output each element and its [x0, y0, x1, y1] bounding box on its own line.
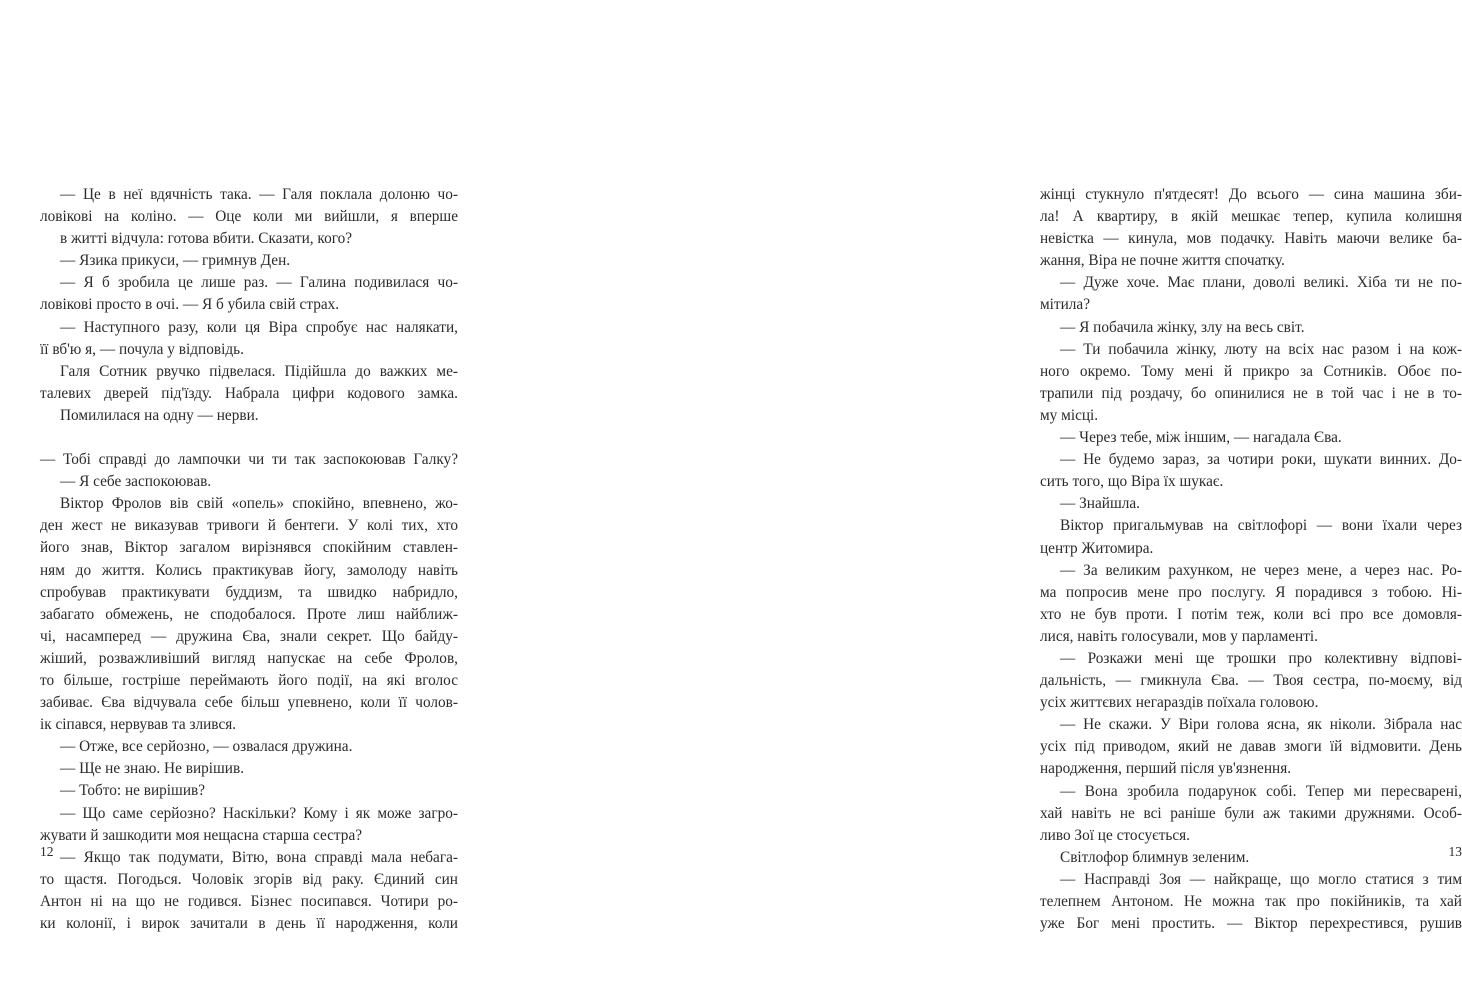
- text-line: — Якщо так подумати, Вітю, вона справді мала небага-: [60, 848, 458, 866]
- text-line: то більше, гостріше переймають його події, на які вголос: [40, 671, 458, 689]
- text-line: уже Бог мені простить. — Віктор перехрестився, рушив: [1040, 915, 1462, 933]
- text-line: — Через тебе, між іншим, — нагадала Єва.: [1060, 429, 1342, 447]
- text-line: трапили під роздачу, бо опинилися не в той час і не в то-: [1040, 384, 1462, 402]
- text-line: — Наступного разу, коли ця Віра спробує нас налякати,: [60, 318, 458, 336]
- text-line: — Я побачила жінку, злу на весь світ.: [1060, 318, 1305, 336]
- text-line: Антон ні на що не годився. Бізнес посипався. Чотири ро-: [40, 892, 458, 910]
- text-line: — Отже, все серйозно, — озвалася дружина.: [60, 738, 353, 756]
- text-line: хай навіть не всі раніше були аж такими дружнями. Особ-: [1040, 804, 1462, 822]
- text-line: невістка — кинула, мов подачку. Навіть маючи велике ба-: [1040, 230, 1462, 248]
- text-line: спробував практикувати буддизм, та швидко набридло,: [40, 583, 458, 601]
- text-line: Помилилася на одну — нерви.: [60, 406, 259, 424]
- text-line: забиває. Єва відчувала себе більш упевнено, коли її чолов-: [40, 694, 458, 712]
- text-line: — Тобі справді до лампочки чи ти так заспокоював Галку?: [40, 451, 458, 469]
- text-line: ного окремо. Тому мені й прикро за Сотників. Обоє по-: [1040, 362, 1462, 380]
- text-line: ловікові на коліно. — Оце коли ми вийшли, я вперше: [40, 208, 458, 226]
- text-line: жувати й зашкодити моя нещасна старша сестра?: [40, 826, 363, 844]
- text-line: ки колонії, і вирок зачитали в день її народження, коли: [40, 915, 458, 932]
- section-break: [40, 427, 458, 449]
- text-line: усіх під приводом, який не давав змоги їй відмовити. День: [1040, 738, 1462, 756]
- text-line: — Ти побачила жінку, люту на всіх нас разом і на кож-: [1060, 340, 1462, 358]
- text-line: мітила?: [1040, 296, 1091, 314]
- text-line: му місці.: [1040, 406, 1099, 424]
- text-line: хто не був проти. І потім теж, коли всі про все домовля-: [1040, 605, 1462, 623]
- text-line: — Що саме серйозно? Наскільки? Кому і як може загро-: [60, 804, 458, 822]
- text-line: забагато обмежень, не сподобалося. Проте лиш найближ-: [40, 605, 458, 623]
- text-line: жання, Віра не почне життя спочатку.: [1040, 252, 1285, 270]
- text-line: лися, навіть голосували, мов у парламенті.: [1040, 627, 1318, 645]
- right-page: [500, 0, 1462, 1000]
- text-line: — Ще не знаю. Не вирішив.: [60, 760, 245, 778]
- text-line: — Я б зробила це лише раз. — Галина подивилася чо-: [60, 274, 458, 292]
- text-line: — Язика прикуси, — гримнув Ден.: [60, 252, 291, 270]
- text-line: її вб'ю я, — почула у відповідь.: [40, 340, 244, 358]
- text-line: дальність, — гмикнула Єва. — Твоя сестра, по-моєму, від: [1040, 672, 1462, 690]
- text-line: Віктор Фролов вів свій «опель» спокійно, впевнено, жо-: [60, 495, 458, 513]
- text-line: телепнем Антоном. Не можна так про покійників, та хай: [1040, 893, 1462, 910]
- text-line: — Розкажи мені ще трошки про колективну відпові-: [1060, 649, 1462, 667]
- left-page-text: [40, 184, 458, 935]
- text-line: — Тобто: не вирішив?: [60, 782, 206, 800]
- text-line: — Знайшла.: [1060, 495, 1140, 513]
- text-line: в житті відчула: готова вбити. Сказати, кого?: [60, 230, 353, 248]
- text-line: ла! А квартиру, в якій мешкає тепер, купила колишня: [1040, 208, 1462, 226]
- text-line: — Не скажи. У Віри голова ясна, як ніколи. Зібрала нас: [1060, 716, 1462, 734]
- text-line: Віктор пригальмував на світлофорі — вони їхали через: [1060, 517, 1462, 535]
- text-line: його знав, Віктор загалом вирізнявся спокійним ставлен-: [40, 539, 458, 557]
- page-number: 13: [1448, 844, 1462, 859]
- text-line: ливо Зої це стосується.: [1040, 826, 1191, 844]
- text-line: талевих дверей під'їзду. Набрала цифри кодового замка.: [40, 384, 458, 402]
- text-line: жінці стукнуло п'ятдесят! До всього — сина машина зби-: [1040, 186, 1462, 203]
- text-line: ік сіпався, нервував та злився.: [40, 716, 237, 734]
- text-line: ден жест не виказував тривоги й бентеги. У колі тих, хто: [40, 517, 458, 535]
- text-line: жіший, розважливіший вигляд напускає на себе Фролов,: [40, 649, 458, 667]
- text-line: сить того, що Віра їх шукає.: [1040, 473, 1224, 491]
- text-line: ловікові просто в очі. — Я б убила свій страх.: [40, 296, 340, 314]
- text-line: — Дуже хоче. Має плани, доволі великі. Хіба ти не по-: [1060, 274, 1462, 292]
- left-page: [0, 0, 500, 1000]
- text-line: народження, перший після ув'язнення.: [1040, 760, 1292, 778]
- text-line: — Вона зробила подарунок собі. Тепер ми пересварені,: [1060, 782, 1462, 800]
- text-line: Галя Сотник рвучко підвелася. Підійшла до важких ме-: [60, 362, 458, 380]
- text-line: чі, насамперед — дружина Єва, знали секрет. Що байду-: [40, 627, 458, 645]
- page-number: 12: [40, 844, 54, 859]
- right-page-text: [1040, 184, 1462, 935]
- text-line: — Насправді Зоя — найкраще, що могло статися з тим: [1060, 870, 1462, 888]
- text-line: ма попросив мене про послугу. Я порадився з тобою. Ні-: [1040, 583, 1462, 601]
- text-line: то щастя. Погодься. Чоловік згорів від раку. Єдиний син: [40, 870, 458, 888]
- text-line: Світлофор блимнув зеленим.: [1060, 848, 1250, 866]
- text-line: ням до життя. Колись практикував йогу, замолоду навіть: [40, 561, 458, 579]
- text-line: — Не будемо зараз, за чотири роки, шукати винних. До-: [1060, 451, 1462, 469]
- text-line: центр Житомира.: [1040, 539, 1154, 557]
- text-line: — Це в неї вдячність така. — Галя поклала долоню чо-: [60, 186, 458, 203]
- text-line: — За великим рахунком, не через мене, а через нас. Ро-: [1060, 561, 1462, 579]
- text-line: усіх життєвих негараздів поїхала головою.: [1040, 694, 1319, 712]
- text-line: — Я себе заспокоював.: [60, 473, 212, 491]
